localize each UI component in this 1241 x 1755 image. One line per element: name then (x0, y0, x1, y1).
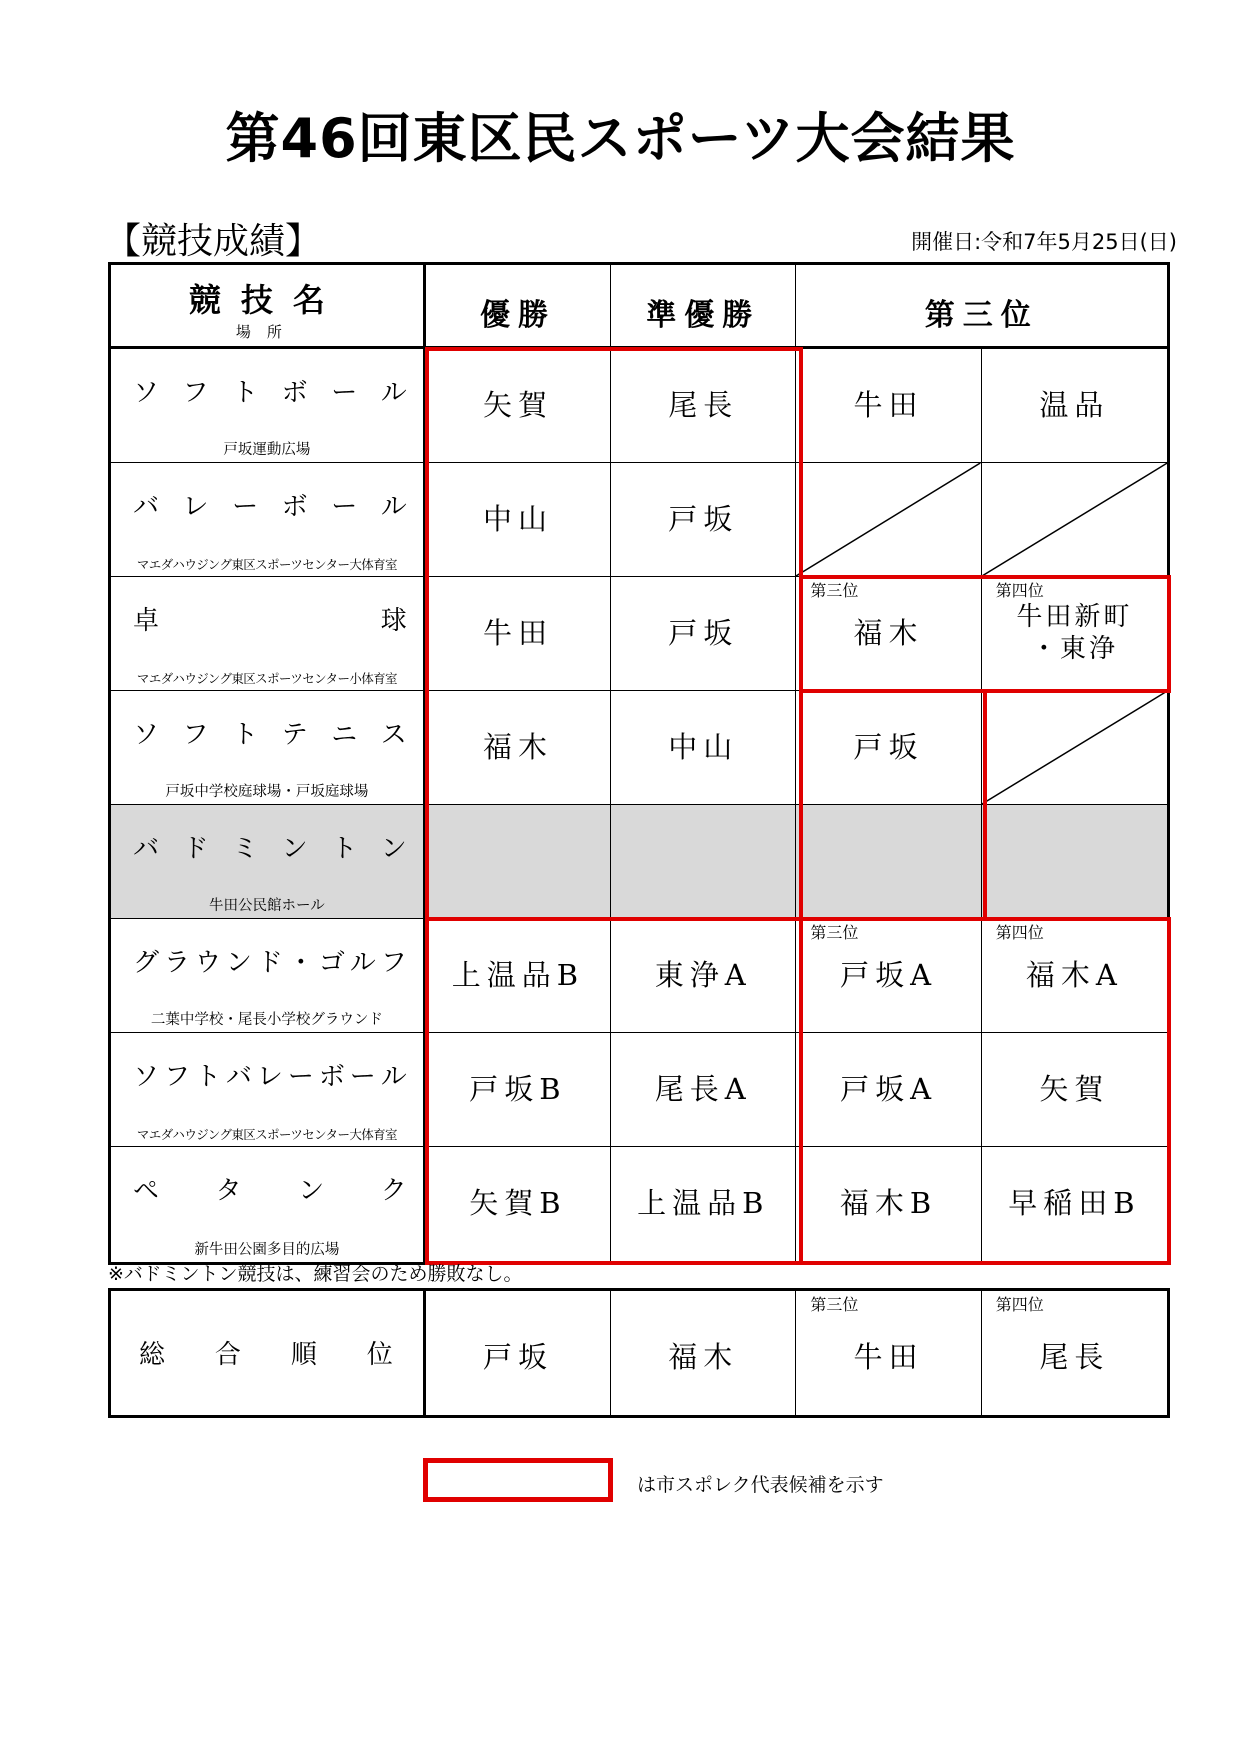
label-char: ソ (133, 1061, 160, 1092)
label-char: ー (331, 377, 358, 408)
result-second: 上温品B (637, 1186, 770, 1220)
header-venue: 場所 (235, 323, 298, 341)
header-second: 準優勝 (646, 298, 761, 333)
result-fourth: 矢賀 (1039, 1072, 1110, 1106)
result-second: 戸坂 (668, 502, 739, 536)
result-second: 戸坂 (668, 616, 739, 650)
table-row (111, 577, 1167, 691)
table-row (111, 691, 1167, 805)
label-char: ラ (163, 947, 190, 978)
event-venue: マエダハウジング東区スポーツセンター大体育室 (136, 557, 397, 572)
legend-swatch (423, 1458, 613, 1502)
result-third: 牛田 (853, 388, 924, 422)
results-table (108, 262, 1170, 1265)
table-row (111, 1291, 1167, 1415)
result-fourth-line2: ・東浄 (1030, 634, 1118, 664)
overall-third: 牛田 (853, 1340, 924, 1374)
diagonal-slash (982, 463, 1167, 576)
event-name (133, 1057, 407, 1091)
result-third: 戸坂 (853, 730, 924, 764)
result-fourth: 温品 (1039, 388, 1110, 422)
label-char: ー (287, 1061, 314, 1092)
event-venue: 二葉中学校・尾長小学校グラウンド (150, 1012, 383, 1028)
place-label: 第四位 (995, 581, 1044, 600)
label-char: 位 (366, 1339, 393, 1370)
result-fourth (982, 601, 1167, 665)
label-char: ト (232, 377, 259, 408)
event-venue: 牛田公民館ホール (209, 898, 325, 914)
table-row (111, 463, 1167, 577)
label-char: フ (380, 947, 407, 978)
result-first: 矢賀B (469, 1186, 567, 1220)
label-char: 順 (290, 1339, 317, 1370)
label-char: タ (215, 1175, 242, 1206)
label-char: ン (298, 1175, 325, 1206)
label-char: フ (182, 377, 209, 408)
overall-ranking-table (108, 1288, 1170, 1418)
place-label: 第三位 (810, 581, 859, 600)
result-second: 尾長A (654, 1072, 752, 1106)
event-venue: マエダハウジング東区スポーツセンター大体育室 (136, 1127, 397, 1142)
event-name (133, 829, 407, 863)
result-second: 尾長 (668, 388, 739, 422)
diagonal-slash (796, 463, 980, 576)
header-second-cell (611, 265, 796, 346)
header-event: 競技名 (188, 281, 345, 319)
label-char: 卓 (133, 605, 160, 636)
label-char: ペ (133, 1175, 160, 1206)
event-name (133, 487, 407, 521)
page-title: 第46回東区民スポーツ大会結果 (225, 107, 1016, 170)
empty-slash-cell (796, 463, 981, 576)
result-first: 福木 (482, 730, 553, 764)
label-char: ス (380, 719, 407, 750)
label-char: 合 (214, 1339, 241, 1370)
header-event-cell (111, 265, 426, 346)
label-char: バ (225, 1061, 252, 1092)
label-char: フ (163, 1061, 190, 1092)
result-fourth: 早稲田B (1008, 1186, 1141, 1220)
label-char: バ (133, 833, 160, 864)
footnote: ※バドミントン競技は、練習会のため勝敗なし。 (108, 1263, 523, 1285)
label-char: テ (281, 719, 308, 750)
label-char: ニ (331, 719, 358, 750)
place-label: 第三位 (810, 923, 859, 942)
label-char: ル (380, 377, 407, 408)
label-char: レ (256, 1061, 283, 1092)
event-venue: マエダハウジング東区スポーツセンター小体育室 (136, 671, 397, 686)
section-heading: 【競技成績】 (105, 221, 322, 262)
table-row (111, 805, 1167, 919)
label-char: ン (380, 833, 407, 864)
result-first: 矢賀 (482, 388, 553, 422)
label-char: ミ (232, 833, 259, 864)
event-name (133, 601, 407, 635)
label-char: フ (182, 719, 209, 750)
label-char: ド (256, 947, 283, 978)
label-char: 総 (139, 1339, 166, 1370)
header-third-cell (796, 265, 1167, 346)
result-first: 上温品B (451, 958, 585, 992)
overall-first: 戸坂 (482, 1340, 553, 1374)
table-row (111, 349, 1167, 463)
overall-fourth: 尾長 (1039, 1340, 1110, 1374)
event-venue: 戸坂中学校庭球場・戸坂庭球場 (165, 784, 369, 800)
event-name (133, 943, 407, 977)
label-char: ー (349, 1061, 376, 1092)
label-char: ン (225, 947, 252, 978)
label-char: ル (349, 947, 376, 978)
label-char: ボ (281, 491, 308, 522)
table-row (111, 1033, 1167, 1147)
label-char: ル (380, 1061, 407, 1092)
result-second: 東浄A (654, 958, 752, 992)
diagonal-slash (982, 691, 1167, 804)
result-first: 牛田 (482, 616, 553, 650)
result-first: 中山 (482, 502, 553, 536)
table-row (111, 919, 1167, 1033)
empty-slash-cell (982, 463, 1167, 576)
overall-label (139, 1335, 393, 1369)
label-char: 球 (380, 605, 407, 636)
label-char: ド (182, 833, 209, 864)
result-third: 福木B (839, 1186, 938, 1220)
event-name (133, 1171, 407, 1205)
label-char: ゴ (318, 947, 345, 978)
event-date: 開催日:令和7年5月25日(日) (911, 230, 1177, 254)
label-char: レ (182, 491, 209, 522)
overall-second: 福木 (668, 1340, 739, 1374)
result-second: 中山 (668, 730, 739, 764)
label-char: ソ (133, 377, 160, 408)
table-header (111, 265, 1167, 349)
result-third: 戸坂A (840, 1072, 938, 1106)
table-row (111, 1147, 1167, 1262)
event-name (133, 715, 407, 749)
label-char: ・ (287, 947, 314, 978)
label-char: ー (232, 491, 259, 522)
result-third: 戸坂A (840, 958, 938, 992)
label-char: グ (133, 947, 160, 978)
header-first: 優勝 (479, 298, 556, 333)
label-char: ト (331, 833, 358, 864)
legend-text: は市スポレク代表候補を示す (637, 1474, 884, 1496)
empty-slash-cell (982, 691, 1167, 804)
result-fourth-line1: 牛田新町 (1016, 602, 1133, 632)
place-label: 第四位 (995, 923, 1044, 942)
place-label: 第三位 (810, 1295, 859, 1314)
place-label: 第四位 (995, 1295, 1044, 1314)
result-first: 戸坂B (469, 1072, 567, 1106)
result-third: 福木 (853, 616, 924, 650)
label-char: ソ (133, 719, 160, 750)
label-char: ト (232, 719, 259, 750)
result-fourth: 福木A (1025, 958, 1123, 992)
header-first-cell (426, 265, 611, 346)
event-name (133, 373, 407, 407)
label-char: ル (380, 491, 407, 522)
label-char: ン (281, 833, 308, 864)
label-char: バ (133, 491, 160, 522)
label-char: ー (331, 491, 358, 522)
event-venue: 新牛田公園多目的広場 (194, 1242, 340, 1258)
label-char: ク (380, 1175, 407, 1206)
label-char: ト (194, 1061, 221, 1092)
header-third: 第三位 (924, 298, 1039, 333)
label-char: ボ (318, 1061, 345, 1092)
label-char: ウ (194, 947, 221, 978)
event-venue: 戸坂運動広場 (223, 442, 311, 458)
label-char: ボ (281, 377, 308, 408)
